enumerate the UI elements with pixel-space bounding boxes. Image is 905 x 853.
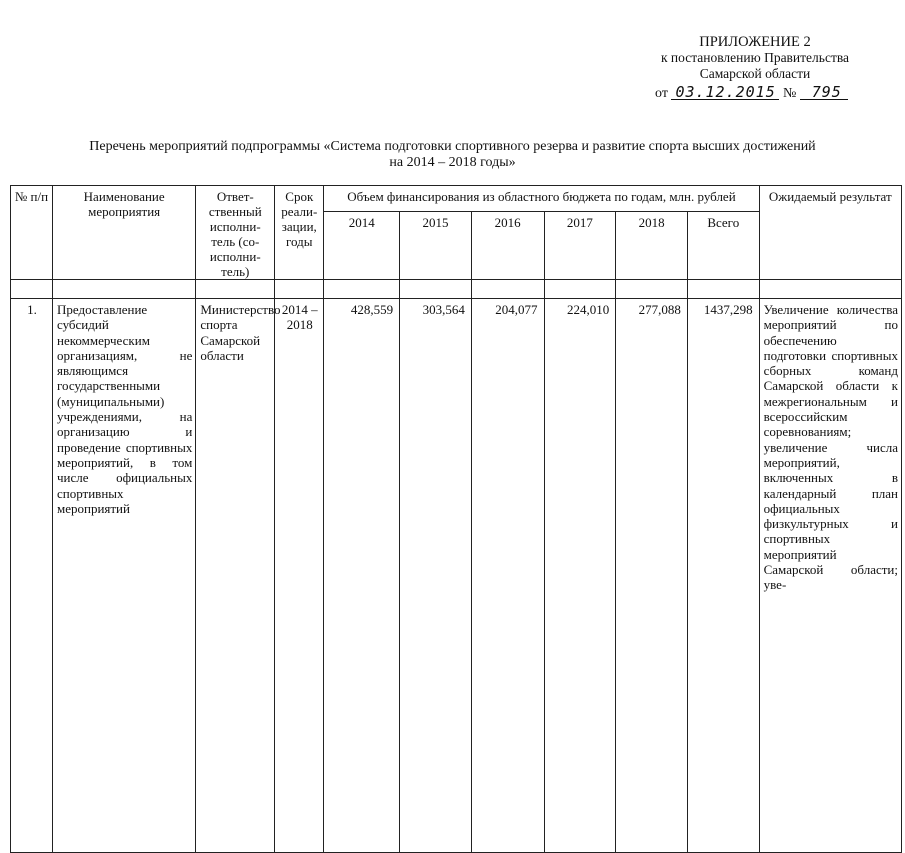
header-name: Наименование мероприятия [52,186,195,280]
row-value-2016: 204,077 [471,299,544,853]
header-year-2014: 2014 [324,212,400,280]
number-prefix: № [782,86,797,101]
row-value-2015: 303,564 [400,299,472,853]
row-number: 1. [11,299,53,853]
appendix-block [625,34,885,82]
row-value-2018: 277,088 [616,299,688,853]
header-executor: Ответ-ственный исполни-тель (со-исполни-тель) [196,186,275,280]
date-prefix: от [655,86,668,101]
header-year-2015: 2015 [400,212,472,280]
row-value-2014: 428,559 [324,299,400,853]
header-result: Ожидаемый результат [759,186,901,280]
header-no: № п/п [11,186,53,280]
handwritten-date: 03.12.2015 [671,85,779,100]
header-total: Всего [687,212,759,280]
header-year-2018: 2018 [616,212,688,280]
row-value-2017: 224,010 [544,299,616,853]
measures-table [10,185,902,853]
resolution-reference: к постановлению Правительства [660,50,850,65]
header-row [11,186,902,212]
region-name: Самарской области [699,66,811,81]
spacer-row [11,280,902,299]
handwritten-number: 795 [800,85,848,100]
row-expected-result: Увеличение количества мероприятий по обеспечению подготовки спортивных сборных команд Самарской области к межрегиональным и всероссийским соревнованиям; увеличение числа мероприятий, включенных в календарный план официальных физкультурных и спортивных мероприятий Самарской области; уве- [759,299,901,853]
appendix-title: ПРИЛОЖЕНИЕ 2 [699,34,811,50]
header-year-2016: 2016 [471,212,544,280]
table-row [11,299,902,853]
header-term: Срок реали-зации, годы [275,186,324,280]
resolution-date-line [655,85,848,102]
row-executor: Министерство спорта Самарской области [196,299,275,853]
title-line-2: на 2014 – 2018 годы» [389,155,516,170]
header-year-2017: 2017 [544,212,616,280]
row-measure-name: Предоставление субсидий некоммерческим организациям, не являющимся государственными (муниципальными) учреждениями, на организацию и проведение спортивных мероприятий, в том числе официальных спортивных мероприятий [52,299,195,853]
document-title [20,139,885,171]
header-funding: Объем финансирования из областного бюджета по годам, млн. рублей [324,186,759,212]
row-term: 2014 – 2018 [275,299,324,853]
row-value-total: 1437,298 [687,299,759,853]
title-line-1: Перечень мероприятий подпрограммы «Система подготовки спортивного резерва и развитие спорта высших достижений [89,139,816,154]
